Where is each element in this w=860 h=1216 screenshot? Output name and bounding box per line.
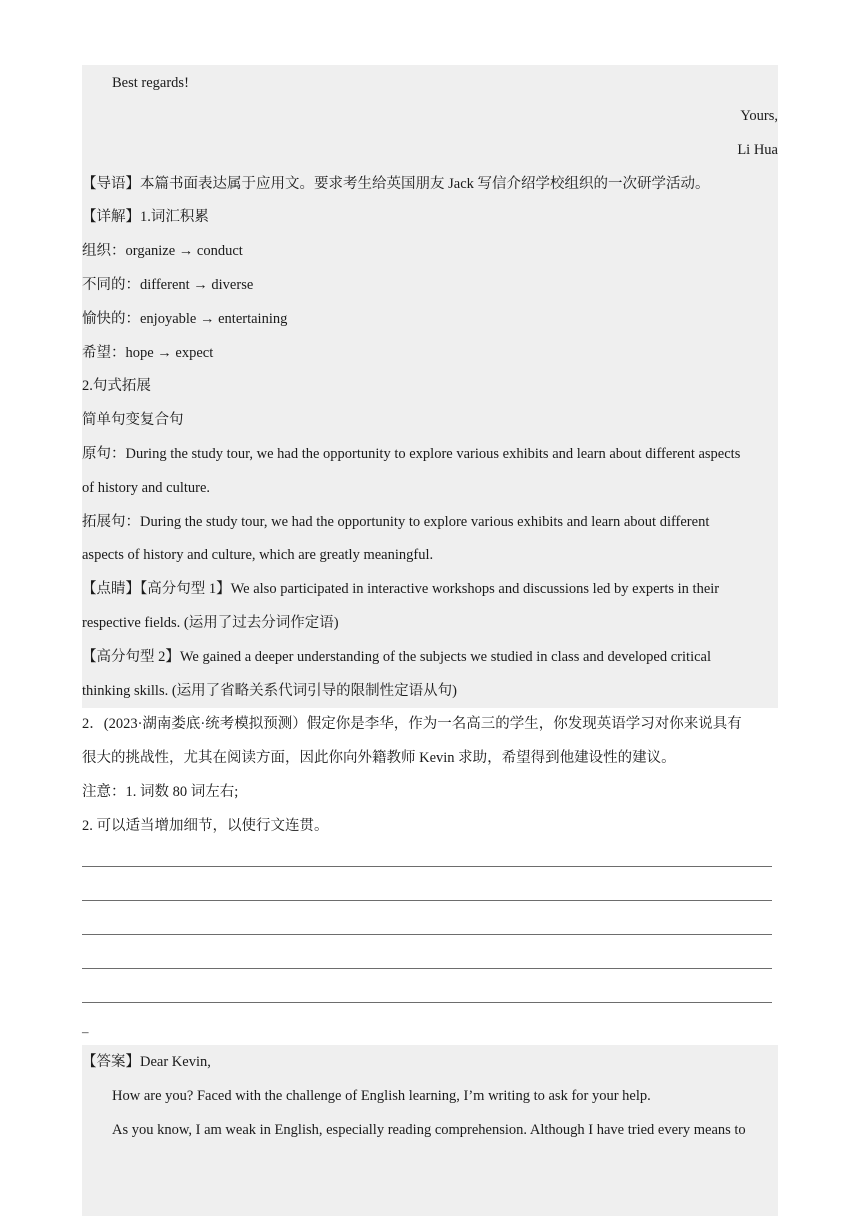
analysis-intro: 【导语】本篇书面表达属于应用文。要求考生给英国朋友 Jack 写信介绍学校组织的一次研学活动。 (82, 176, 710, 192)
letter-signature: Li Hua (737, 142, 778, 158)
answer-salutation: 【答案】Dear Kevin, (82, 1054, 211, 1070)
highlight-sentence-1: 【点睛】【高分句型 1】We also participated in interactive workshops and discussions led by experts in their (82, 581, 720, 597)
answer-blank-line (82, 1002, 772, 1003)
highlight-sentence-2-cont: thinking skills. (运用了省略关系代词引导的限制性定语从句) (82, 683, 457, 699)
detail-heading: 【详解】1.词汇积累 (82, 209, 209, 225)
original-sentence-cont: of history and culture. (82, 480, 211, 496)
original-sentence: 原句：During the study tour, we had the opportunity to explore various exhibits and learn about different aspects (82, 446, 741, 462)
sentence-heading: 2.句式拓展 (82, 378, 151, 394)
vocab-item: 不同的：different → diverse (82, 277, 254, 293)
expanded-sentence-cont: aspects of history and culture, which are greatly meaningful. (82, 547, 434, 563)
answer-blank-line (82, 866, 772, 867)
highlight-sentence-1-cont: respective fields. (运用了过去分词作定语) (82, 615, 339, 631)
answer-paragraph: How are you? Faced with the challenge of English learning, I’m writing to ask for your help. (112, 1088, 651, 1104)
question-2-prompt: 2．(2023·湖南娄底·统考模拟预测）假定你是李华，作为一名高三的学生，你发现英语学习对你来说具有 (82, 716, 742, 732)
answer-shading-top (82, 65, 778, 708)
question-2-note-1: 注意：1. 词数 80 词左右; (82, 784, 239, 800)
vocab-item: 组织：organize → conduct (82, 243, 243, 259)
letter-yours: Yours, (740, 108, 778, 124)
answer-blank-line (82, 934, 772, 935)
vocab-item: 希望：hope → expect (82, 345, 214, 361)
vocab-item: 愉快的：enjoyable → entertaining (82, 311, 288, 327)
expanded-sentence: 拓展句：During the study tour, we had the opportunity to explore various exhibits and learn about different (82, 514, 710, 530)
question-2-note-2: 2. 可以适当增加细节，以使行文连贯。 (82, 818, 329, 834)
letter-closing: Best regards! (112, 75, 189, 91)
trailing-dash: – (82, 1024, 89, 1039)
answer-blank-line (82, 900, 772, 901)
sentence-subheading: 简单句变复合句 (82, 412, 184, 428)
answer-blank-line (82, 968, 772, 969)
answer-paragraph: As you know, I am weak in English, especially reading comprehension. Although I have tried every means to (112, 1122, 746, 1138)
question-2-prompt-cont: 很大的挑战性，尤其在阅读方面，因此你向外籍教师 Kevin 求助，希望得到他建设性的建议。 (82, 750, 676, 766)
highlight-sentence-2: 【高分句型 2】We gained a deeper understanding of the subjects we studied in class and developed critical (82, 649, 711, 665)
